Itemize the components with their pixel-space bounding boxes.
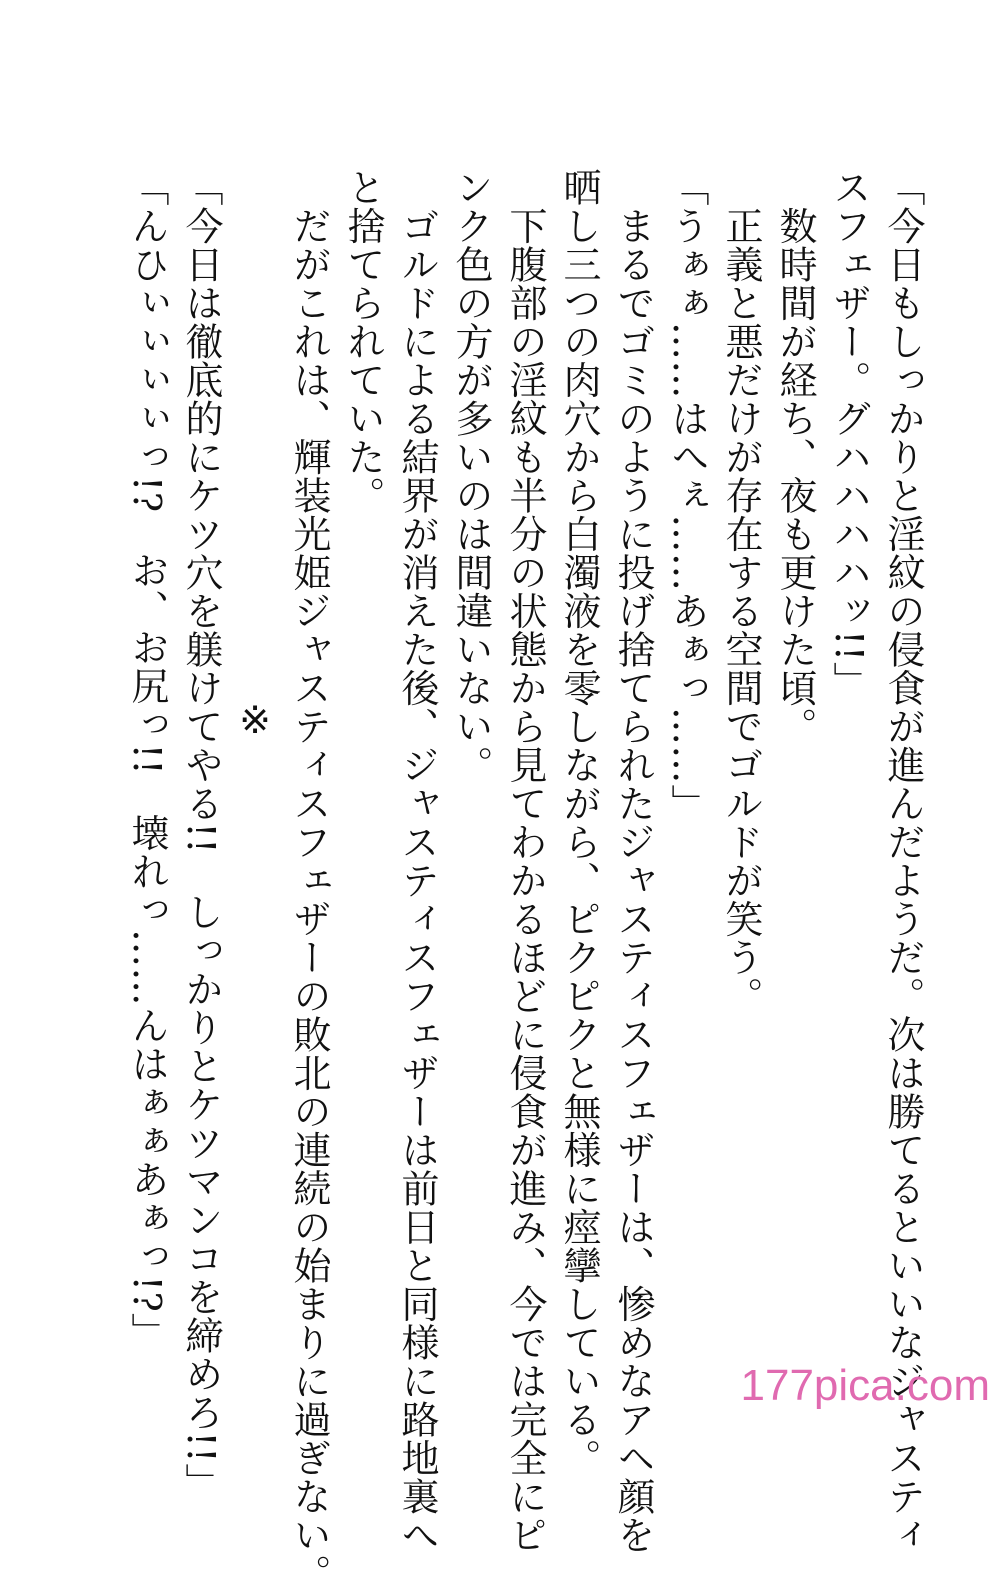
text-line: 「うぁぁ……はへぇ……あぁっ……」	[665, 168, 709, 823]
text-line: と捨てられていた。	[341, 168, 385, 515]
text-line: 「今日は徹底的にケツ穴を躾けてやる!! しっかりとケツマンコを締めろ!!」	[179, 168, 223, 1502]
text-line: だがこれは、輝装光姫ジャスティスフェザーの敗北の連続の始まりに過ぎない。	[287, 168, 331, 1593]
section-separator: ※	[233, 698, 277, 743]
watermark-text: 177pica.com	[740, 1361, 990, 1410]
text-line: 晒し三つの肉穴から白濁液を零しながら、ピクピクと無様に痙攣している。	[557, 168, 601, 1477]
text-line: 「今日もしっかりと淫紋の侵食が進んだようだ。次は勝てるといいなジャスティ	[881, 168, 925, 1554]
text-line: ゴルドによる結界が消えた後、ジャスティスフェザーは前日と同様に路地裏へ	[395, 168, 439, 1554]
text-line: 正義と悪だけが存在する空間でゴルドが笑う。	[719, 168, 763, 1015]
text-line: 「んひぃぃぃぃっ!? お、お尻っ!! 壊れっ……んはぁぁあぁっ!?」	[125, 168, 169, 1351]
text-line: 数時間が経ち、夜も更けた頃。	[773, 168, 817, 746]
text-line: スフェザー。グハハハハッ!!」	[827, 168, 871, 701]
text-line: 下腹部の淫紋も半分の状態から見てわかるほどに侵食が進み、今では完全にピ	[503, 168, 547, 1554]
text-line: まるでゴミのように投げ捨てられたジャスティスフェザーは、惨めなアヘ顔を	[611, 168, 655, 1554]
text-line: ンク色の方が多いのは間違いない。	[449, 168, 493, 784]
